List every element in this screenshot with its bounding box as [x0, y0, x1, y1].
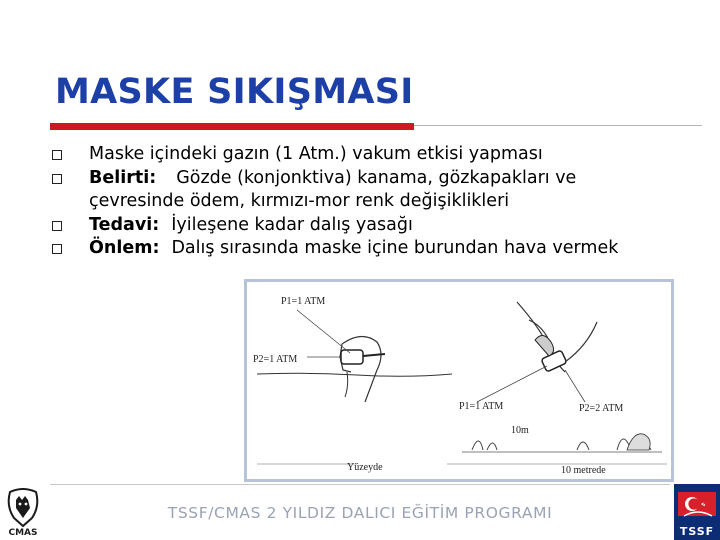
cmas-logo — [2, 488, 44, 538]
wolf-emblem-icon — [2, 488, 44, 528]
label-p2-surface: P2=1 ATM — [253, 354, 298, 365]
square-bullet-icon — [52, 244, 62, 254]
bullet-label: Tedavi: — [89, 214, 160, 235]
label-p2-depth: P2=2 ATM — [579, 403, 624, 414]
bullet-item — [52, 237, 672, 261]
turkish-flag-dolphin-icon — [674, 484, 720, 524]
cmas-logo-text: CMAS — [8, 528, 38, 538]
square-bullet-icon — [52, 174, 62, 184]
bullet-label: Belirti: — [89, 167, 157, 188]
bullet-text: Gözde (konjonktiva) kanama, gözkapakları ve çevresinde ödem, kırmızı-mor renk değişiklikleri — [89, 167, 577, 211]
footer-text: TSSF/CMAS 2 YILDIZ DALICI EĞİTİM PROGRAMI — [167, 504, 553, 522]
tssf-logo — [674, 484, 720, 540]
bullet-text: Maske içindeki gazın (1 Atm.) vakum etkisi yapması — [89, 144, 543, 164]
diver-drawing — [247, 282, 671, 479]
slide-title: MASKE SIKIŞMASI — [55, 72, 414, 112]
footer-divider — [50, 484, 670, 485]
bullet-item — [52, 167, 672, 214]
caption-surface: Yüzeyde — [347, 462, 383, 473]
label-p1-surface: P1=1 ATM — [281, 296, 326, 307]
bullet-item — [52, 214, 672, 238]
square-bullet-icon — [52, 150, 62, 160]
bullet-item — [52, 143, 672, 167]
caption-depth: 10 metrede — [561, 465, 606, 476]
tssf-logo-text: TSSF — [679, 525, 715, 538]
square-bullet-icon — [52, 221, 62, 231]
bullet-text: İyileşene kadar dalış yasağı — [171, 214, 413, 235]
label-p1-depth: P1=1 ATM — [459, 401, 504, 412]
title-accent-bar — [50, 123, 414, 130]
label-depth: 10m — [511, 425, 529, 436]
bullet-text: Dalış sırasında maske içine burundan hava vermek — [171, 238, 619, 258]
bullet-label: Önlem: — [89, 238, 160, 258]
mask-squeeze-illustration — [244, 279, 674, 482]
bullet-list — [52, 143, 672, 261]
